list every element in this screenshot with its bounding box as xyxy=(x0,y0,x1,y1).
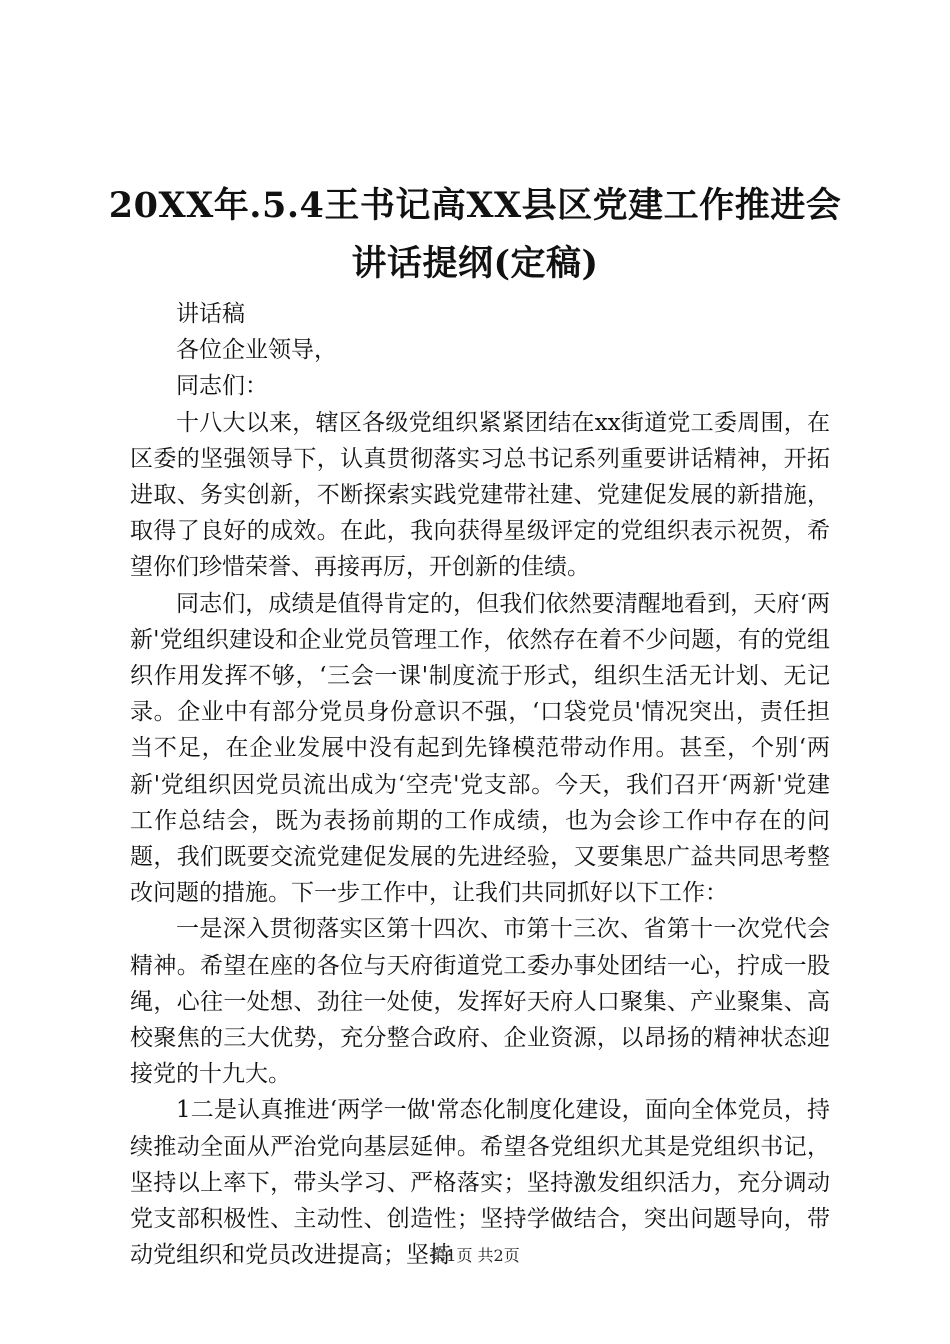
paragraph: 一是深入贯彻落实区第十四次、市第十三次、省第十一次党代会精神。希望在座的各位与天府街道党工委办事处团结一心，拧成一股绳，心往一处想、劲往一处使，发挥好天府人口聚集、产业聚集、高校聚焦的三大优势，充分整合政府、企业资源，以昂扬的精神状态迎接党的十九大。 xyxy=(130,916,830,1088)
paragraph: 1二是认真推进‘两学一做'常态化制度化建设，面向全体党员，持续推动全面从严治党向基层延伸。希望各党组织尤其是党组织书记，坚持以上率下，带头学习、严格落实；坚持激发组织活力，充分调动党支部积极性、主动性、创造性；坚持学做结合，突出问题导向，带动党组织和党员改进提高；坚持 xyxy=(130,1097,830,1269)
document-body xyxy=(130,296,830,1273)
doc-label-speech: 讲话稿 xyxy=(176,301,245,327)
salutation-comrades: 同志们： xyxy=(176,373,268,400)
salutation-leaders: 各位企业领导， xyxy=(176,337,337,364)
document-title-line-1: 20XX年.5.4王书记高XX县区党建工作推进会 xyxy=(108,185,842,226)
page-number-footer: 第1页 共2页 xyxy=(430,1246,520,1265)
paragraph: 同志们，成绩是值得肯定的，但我们依然要清醒地看到，天府‘两新'党组织建设和企业党员管理工作，依然存在着不少问题，有的党组织作用发挥不够，‘三会一课'制度流于形式，组织生活无计划、无记录。企业中有部分党员身份意识不强，‘口袋党员'情况突出，责任担当不足，在企业发展中没有起到先锋模范带动作用。甚至，个别‘两新'党组织因党员流出成为‘空壳'党支部。今天，我们召开‘两新'党建工作总结会，既为表扬前期的工作成绩，也为会诊工作中存在的问题，我们既要交流党建促发展的先进经验，又要集思广益共同思考整改问题的措施。下一步工作中，让我们共同抓好以下工作： xyxy=(130,590,830,907)
paragraph: 十八大以来，辖区各级党组织紧紧团结在xx街道党工委周围，在区委的坚强领导下，认真贯彻落实习总书记系列重要讲话精神，开拓进取、务实创新，不断探索实践党建带社建、党建促发展的新措施，取得了良好的成效。在此，我向获得星级评定的党组织表示祝贺，希望你们珍惜荣誉、再接再厉，开创新的佳绩。 xyxy=(130,409,830,581)
document-title-line-2: 讲话提纲(定稿) xyxy=(351,243,599,284)
